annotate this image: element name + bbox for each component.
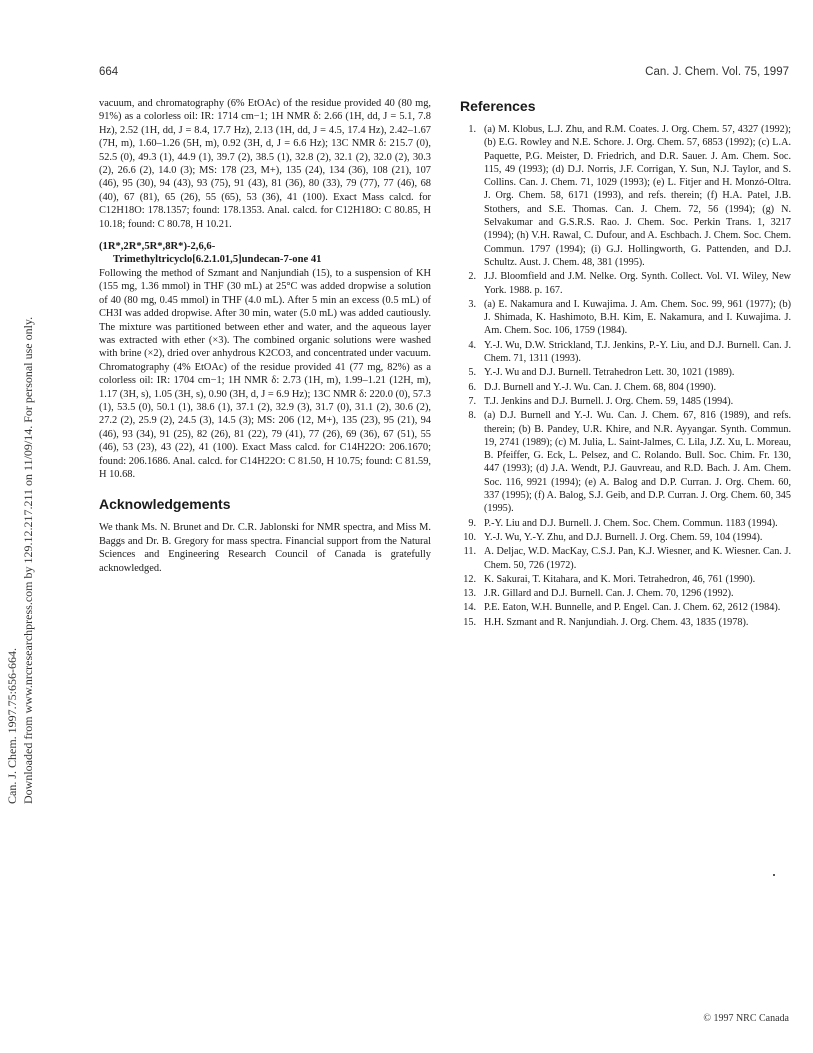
compound-heading-41: [99, 240, 431, 267]
reference-text: (a) M. Klobus, L.J. Zhu, and R.M. Coates. J. Org. Chem. 57, 4327 (1992); (b) E.G. Rowley and N.E. Schore. J. Org. Chem. 57, 6853 (1992); (c) L.A. Paquette, P.G. Meister, D. Friedrich, and D.R. Sauer. J. Am. Chem. Soc. 115, 49 (1993); (d) D.J. Norris, J.F. Corrigan, Y. Sun, N.J. Taylor, and S. Collins. Can. J. Chem. 71, 1029 (1993); (e) L. Fitjer and H. Monzó-Oltra. J. Org. Chem. 58, 6171 (1993), and refs. therein; (f) H.A. Patel, J.B. Stothers, and S.E. Thomas. Can. J. Chem. 72, 56 (1994); (g) N. Selvakumar and G.S.R.S. Rao. J. Chem. Soc. Perkin Trans. 1, 3217 (1994); (h) V.H. Rawal, C. Dufour, and A. Eschbach. J. Chem. Soc. Chem. Commun. 1797 (1994); (i) G.J. Hollingworth, G. Pattenden, and D.J. Schultz. Aust. J. Chem. 48, 381 (1995).: [484, 124, 791, 268]
reference-text: Y.-J. Wu and D.J. Burnell. Tetrahedron Lett. 30, 1021 (1989).: [484, 367, 735, 379]
reference-number: 10.: [463, 531, 476, 543]
reference-item: [460, 395, 791, 408]
reference-number: 3.: [468, 298, 476, 310]
reference-item: [460, 366, 791, 379]
reference-text: (a) D.J. Burnell and Y.-J. Wu. Can. J. Chem. 67, 816 (1989), and refs. therein; (b) B. Pandey, U.R. Khire, and N.R. Ayyangar. Synth. Commun. 19, 2741 (1989); (c) M. Julia, L. Saint-Jalmes, C. Lila, J.Z. Xu, L. Moreau, B. Pfeiffer, G. Eck, L. Pelsez, and C. Rolando. Bull. Soc. Chim. Fr. 130, 447 (1993); (d) J.A. Wendt, P.J. Gauvreau, and R.D. Bach. J. Am. Chem. Soc. 116, 9921 (1994); (e) A. Balog and D.P. Curran. J. Org. Chem. 60, 337 (1995); (f) A. Balog, S.J. Geib, and D.P. Curran. J. Org. Chem. 60, 345 (1995).: [484, 410, 791, 515]
download-watermark: [4, 44, 36, 804]
reference-item: [460, 381, 791, 394]
experimental-paragraph-40: vacuum, and chromatography (6% EtOAc) of the residue provided 40 (80 mg, 91%) as a colorless oil: IR: 1714 cm−1; 1H NMR δ: 2.66 (1H, dd, J = 5.1, 7.8 Hz), 2.52 (1H, dd, J = 8.4, 17.7 Hz), 2.13 (1H, dd, J = 4.5, 17.4 Hz), 2.42–1.67 (7H, m), 1.60–1.26 (5H, m), 0.92 (3H, d, J = 6.6 Hz); 13C NMR δ: 215.7 (0), 52.5 (0), 49.3 (1), 44.9 (1), 39.7 (2), 38.5 (1), 32.8 (2), 32.1 (2), 32.0 (2), 30.3 (2), 26.6 (2), 14.0 (3); MS: 178 (23, M+), 135 (24), 134 (36), 108 (21), 107 (46), 95 (30), 94 (43), 93 (75), 91 (43), 81 (36), 80 (33), 79 (77), 77 (46), 68 (40), 67 (81), 65 (26), 55 (65), 53 (36), 41 (100). Exact Mass calcd. for C12H18O: 178.1357; found: 178.1353. Anal. calcd. for C12H18O: C 80.85, H 10.18; found: C 80.78, H 10.21.: [99, 98, 431, 230]
reference-number: 4.: [468, 339, 476, 351]
reference-item: [460, 573, 791, 586]
reference-text: H.H. Szmant and R. Nanjundiah. J. Org. Chem. 43, 1835 (1978).: [484, 616, 749, 628]
reference-number: 13.: [463, 588, 476, 600]
reference-number: 1.: [468, 124, 476, 135]
watermark-line-download: Downloaded from www.nrcresearchpress.com by 129.12.217.211 on 11/09/14. For personal use only.: [21, 316, 35, 804]
reference-item: [460, 616, 791, 629]
compound-heading-line-2: Trimethyltricyclo[6.2.1.01,5]undecan-7-one 41: [113, 254, 322, 266]
reference-item: [460, 587, 791, 600]
reference-text: D.J. Burnell and Y.-J. Wu. Can. J. Chem. 68, 804 (1990).: [484, 381, 717, 393]
journal-citation: Can. J. Chem. Vol. 75, 1997: [645, 66, 789, 78]
copyright-notice: © 1997 NRC Canada: [703, 1013, 789, 1024]
reference-text: (a) E. Nakamura and I. Kuwajima. J. Am. Chem. Soc. 99, 961 (1977); (b) J. Shimada, K. Hashimoto, B.H. Kim, E. Nakamura, and I. Kuwajima. J. Am. Chem. Soc. 106, 1759 (1984).: [484, 298, 791, 337]
reference-number: 9.: [468, 517, 476, 529]
reference-text: Y.-J. Wu, Y.-Y. Zhu, and D.J. Burnell. J. Org. Chem. 59, 104 (1994).: [484, 531, 763, 543]
reference-number: 14.: [463, 602, 476, 614]
reference-text: K. Sakurai, T. Kitahara, and K. Mori. Tetrahedron, 46, 761 (1990).: [484, 573, 756, 585]
reference-item: [460, 545, 791, 572]
reference-number: 6.: [468, 381, 476, 393]
right-column: [460, 97, 791, 630]
reference-number: 15.: [463, 616, 476, 628]
running-header: [99, 66, 789, 82]
page-number: 664: [99, 66, 119, 78]
acknowledgements-text: We thank Ms. N. Brunet and Dr. C.R. Jablonski for NMR spectra, and Miss M. Baggs and Dr. B. Gregory for mass spectra. Financial support from the Natural Sciences and Engineering Research Council of Canada is gratefully acknowledged.: [99, 522, 431, 574]
reference-item: [460, 339, 791, 366]
reference-number: 5.: [468, 367, 476, 379]
reference-text: J.R. Gillard and D.J. Burnell. Can. J. Chem. 70, 1296 (1992).: [484, 588, 734, 600]
reference-text: P.E. Eaton, W.H. Bunnelle, and P. Engel. Can. J. Chem. 62, 2612 (1984).: [484, 602, 781, 614]
reference-number: 7.: [468, 395, 476, 407]
left-column: [99, 97, 431, 575]
references-list: [460, 123, 791, 629]
reference-number: 11.: [463, 546, 476, 558]
reference-text: Y.-J. Wu, D.W. Strickland, T.J. Jenkins, P.-Y. Liu, and D.J. Burnell. Can. J. Chem. 71, 1311 (1993).: [484, 339, 791, 365]
reference-text: J.J. Bloomfield and J.M. Nelke. Org. Synth. Collect. Vol. VI. Wiley, New York. 1988. p. 167.: [484, 271, 791, 296]
reference-item: [460, 517, 791, 530]
reference-text: P.-Y. Liu and D.J. Burnell. J. Chem. Soc. Chem. Commun. 1183 (1994).: [484, 517, 778, 529]
reference-item: [460, 409, 791, 515]
acknowledgements-heading: Acknowledgements: [99, 496, 231, 513]
experimental-paragraph-41: Following the method of Szmant and Nanjundiah (15), to a suspension of KH (155 mg, 1.36 mmol) in THF (30 mL) at 25°C was added dropwise a solution of 40 (80 mg, 0.45 mmol) in THF (4.0 mL). After 5 min an excess (0.5 mL) of CH3I was added dropwise. After 30 min, water (5.0 mL) was added cautiously. The mixture was partitioned between ether and water, and the aqueous layer was extracted with ether (×3). The combined organic solutions were washed with brine (×2), dried over anhydrous K2CO3, and concentrated under vacuum. Chromatography (4% EtOAc) of the residue provided 41 (77 mg, 82%) as a colorless oil: IR: 1704 cm−1; 1H NMR δ: 2.73 (1H, m), 1.99–1.21 (12H, m), 1.17 (3H, s), 1.05 (3H, s), 0.90 (3H, d, J = 6.9 Hz); 13C NMR δ: 220.0 (0), 57.3 (1), 53.5 (0), 50.1 (1), 38.6 (1), 37.1 (2), 32.9 (3), 31.7 (0), 31.1 (2), 30.6 (2), 27.2 (2), 25.9 (2), 24.5 (3), 14.5 (3); MS: 206 (12, M+), 135 (23), 95 (21), 94 (46), 93 (34), 91 (25), 82 (26), 81 (22), 79 (41), 77 (26), 69 (36), 67 (51), 55 (46), 53 (23), 43 (22), 41 (100). Exact Mass calcd. for C14H22O: 206.1670; found: 206.1686. Anal. calcd. for C14H22O: C 81.50, H 10.75; found: C 81.59, H 10.68.: [99, 267, 431, 480]
compound-heading-line-1: (1R*,2R*,5R*,8R*)-2,6,6-: [99, 241, 216, 253]
reference-item: [460, 298, 791, 338]
reference-number: 8.: [468, 410, 476, 422]
reference-number: 2.: [468, 271, 476, 283]
reference-item: [460, 601, 791, 614]
references-heading: References: [460, 98, 536, 114]
reference-text: T.J. Jenkins and D.J. Burnell. J. Org. Chem. 59, 1485 (1994).: [484, 395, 734, 407]
reference-item: [460, 531, 791, 544]
reference-number: 12.: [463, 573, 476, 585]
watermark-line-citation: Can. J. Chem. 1997.75:656-664.: [5, 648, 19, 804]
reference-item: [460, 270, 791, 297]
scan-speck: [773, 874, 775, 876]
reference-text: A. Deljac, W.D. MacKay, C.S.J. Pan, K.J. Wiesner, and K. Wiesner. Can. J. Chem. 50, 726 (1972).: [484, 546, 791, 571]
reference-item: [460, 123, 791, 269]
